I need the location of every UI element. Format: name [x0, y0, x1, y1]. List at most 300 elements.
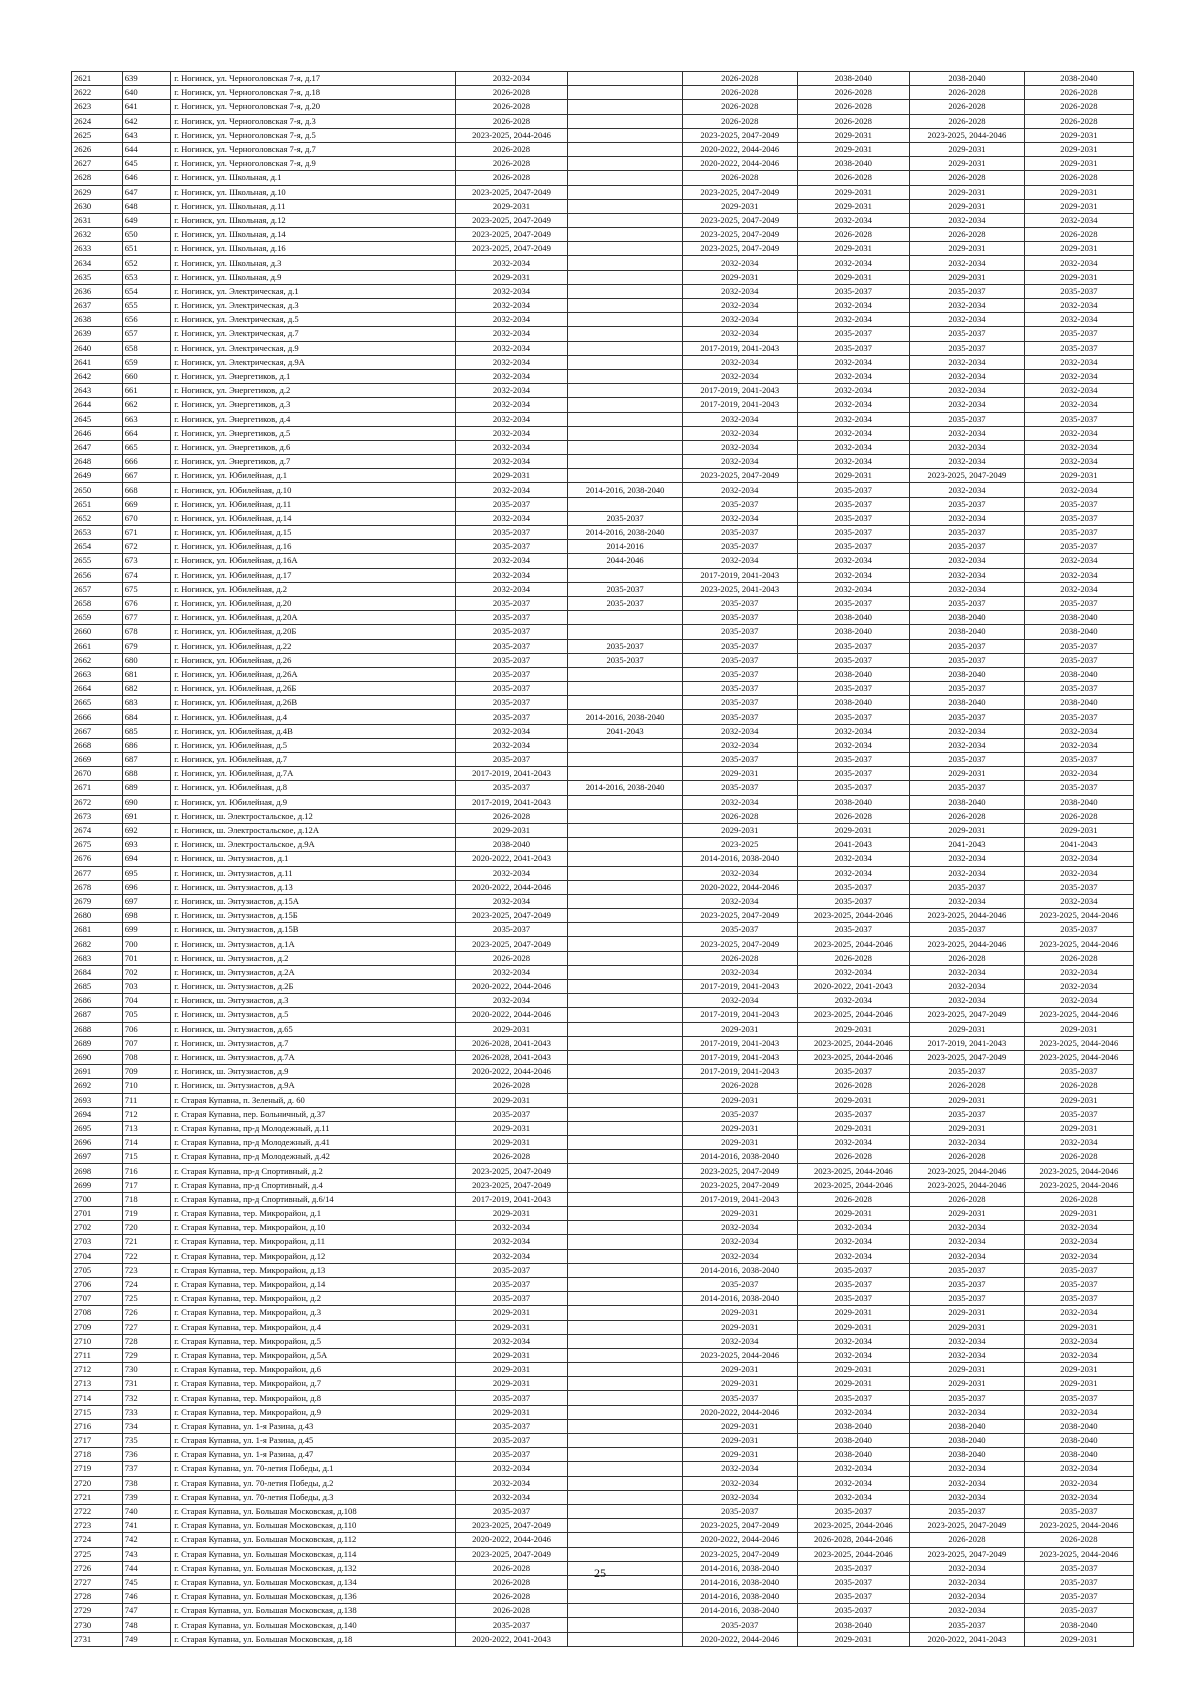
- period-cell-1: 2026-2028: [455, 100, 567, 114]
- period-cell-3: 2017-2019, 2041-2043: [682, 1036, 797, 1050]
- period-cell-6: 2032-2034: [1024, 440, 1133, 454]
- row-number-cell: 2652: [72, 511, 123, 525]
- address-cell: г. Ногинск, ул. Юбилейная, д.9: [171, 795, 456, 809]
- period-cell-3: 2029-2031: [682, 1306, 797, 1320]
- period-cell-6: 2032-2034: [1024, 1235, 1133, 1249]
- period-cell-3: 2023-2025, 2047-2049: [682, 213, 797, 227]
- period-cell-5: 2029-2031: [910, 270, 1025, 284]
- table-row: [72, 1320, 1134, 1334]
- period-cell-4: 2032-2034: [797, 965, 909, 979]
- period-cell-2: [568, 1277, 683, 1291]
- row-number-cell: 2699: [72, 1178, 123, 1192]
- row-number-cell: 2701: [72, 1207, 123, 1221]
- row-number-cell: 2703: [72, 1235, 123, 1249]
- address-cell: г. Ногинск, ул. Юбилейная, д.4В: [171, 724, 456, 738]
- item-id-cell: 666: [122, 455, 171, 469]
- row-number-cell: 2714: [72, 1391, 123, 1405]
- period-cell-1: 2023-2025, 2047-2049: [455, 937, 567, 951]
- period-cell-6: 2035-2037: [1024, 284, 1133, 298]
- item-id-cell: 646: [122, 171, 171, 185]
- period-cell-5: 2026-2028: [910, 1150, 1025, 1164]
- period-cell-6: 2029-2031: [1024, 1093, 1133, 1107]
- period-cell-4: 2032-2034: [797, 554, 909, 568]
- item-id-cell: 733: [122, 1405, 171, 1419]
- period-cell-1: 2026-2028: [455, 1079, 567, 1093]
- address-cell: г. Старая Купавна, тер. Микрорайон, д.4: [171, 1320, 456, 1334]
- address-cell: г. Старая Купавна, пер. Больничный, д.37: [171, 1107, 456, 1121]
- period-cell-4: 2038-2040: [797, 1448, 909, 1462]
- period-cell-6: 2032-2034: [1024, 1405, 1133, 1419]
- period-cell-6: 2032-2034: [1024, 1221, 1133, 1235]
- period-cell-1: 2029-2031: [455, 199, 567, 213]
- row-number-cell: 2625: [72, 128, 123, 142]
- period-cell-5: 2032-2034: [910, 440, 1025, 454]
- item-id-cell: 667: [122, 469, 171, 483]
- period-cell-5: 2032-2034: [910, 299, 1025, 313]
- item-id-cell: 722: [122, 1249, 171, 1263]
- period-cell-2: [568, 1632, 683, 1646]
- period-cell-5: 2032-2034: [910, 1348, 1025, 1362]
- period-cell-2: 2014-2016, 2038-2040: [568, 781, 683, 795]
- item-id-cell: 688: [122, 767, 171, 781]
- address-cell: г. Ногинск, ул. Электрическая, д.7: [171, 327, 456, 341]
- item-id-cell: 662: [122, 398, 171, 412]
- period-cell-3: 2017-2019, 2041-2043: [682, 341, 797, 355]
- item-id-cell: 710: [122, 1079, 171, 1093]
- period-cell-1: 2017-2019, 2041-2043: [455, 795, 567, 809]
- row-number-cell: 2719: [72, 1462, 123, 1476]
- item-id-cell: 690: [122, 795, 171, 809]
- period-cell-3: 2032-2034: [682, 994, 797, 1008]
- table-row: [72, 1207, 1134, 1221]
- period-cell-2: [568, 270, 683, 284]
- period-cell-6: 2032-2034: [1024, 426, 1133, 440]
- period-cell-2: [568, 157, 683, 171]
- table-row: [72, 455, 1134, 469]
- period-cell-5: 2023-2025, 2047-2049: [910, 1519, 1025, 1533]
- period-cell-3: 2029-2031: [682, 1419, 797, 1433]
- item-id-cell: 673: [122, 554, 171, 568]
- period-cell-6: 2035-2037: [1024, 540, 1133, 554]
- period-cell-4: 2035-2037: [797, 653, 909, 667]
- row-number-cell: 2726: [72, 1561, 123, 1575]
- period-cell-2: [568, 199, 683, 213]
- address-cell: г. Ногинск, ул. Юбилейная, д.5: [171, 738, 456, 752]
- period-cell-6: 2032-2034: [1024, 299, 1133, 313]
- table-row: [72, 540, 1134, 554]
- period-cell-6: 2029-2031: [1024, 128, 1133, 142]
- period-cell-1: 2020-2022, 2044-2046: [455, 1008, 567, 1022]
- row-number-cell: 2707: [72, 1292, 123, 1306]
- period-cell-2: [568, 1065, 683, 1079]
- period-cell-4: 2023-2025, 2044-2046: [797, 909, 909, 923]
- period-cell-6: 2032-2034: [1024, 398, 1133, 412]
- table-row: [72, 72, 1134, 86]
- period-cell-1: 2029-2031: [455, 1136, 567, 1150]
- address-cell: г. Старая Купавна, тер. Микрорайон, д.12: [171, 1249, 456, 1263]
- period-cell-3: 2035-2037: [682, 667, 797, 681]
- period-cell-2: [568, 341, 683, 355]
- period-cell-4: 2032-2034: [797, 568, 909, 582]
- item-id-cell: 715: [122, 1150, 171, 1164]
- period-cell-4: 2038-2040: [797, 611, 909, 625]
- row-number-cell: 2718: [72, 1448, 123, 1462]
- item-id-cell: 748: [122, 1618, 171, 1632]
- period-cell-3: 2020-2022, 2044-2046: [682, 1405, 797, 1419]
- address-cell: г. Ногинск, ул. Юбилейная, д.17: [171, 568, 456, 582]
- period-cell-3: 2017-2019, 2041-2043: [682, 1050, 797, 1064]
- period-cell-5: 2035-2037: [910, 1277, 1025, 1291]
- period-cell-5: 2032-2034: [910, 965, 1025, 979]
- period-cell-1: 2035-2037: [455, 696, 567, 710]
- period-cell-6: 2035-2037: [1024, 1590, 1133, 1604]
- row-number-cell: 2662: [72, 653, 123, 667]
- period-cell-4: 2032-2034: [797, 213, 909, 227]
- period-cell-5: 2035-2037: [910, 1107, 1025, 1121]
- period-cell-3: 2014-2016, 2038-2040: [682, 1150, 797, 1164]
- period-cell-4: 2035-2037: [797, 639, 909, 653]
- period-cell-4: 2023-2025, 2044-2046: [797, 1050, 909, 1064]
- item-id-cell: 731: [122, 1377, 171, 1391]
- period-cell-5: 2023-2025, 2044-2046: [910, 128, 1025, 142]
- item-id-cell: 658: [122, 341, 171, 355]
- row-number-cell: 2631: [72, 213, 123, 227]
- item-id-cell: 686: [122, 738, 171, 752]
- period-cell-3: 2026-2028: [682, 72, 797, 86]
- period-cell-3: 2029-2031: [682, 823, 797, 837]
- row-number-cell: 2642: [72, 369, 123, 383]
- schedule-table: [71, 71, 1134, 1647]
- period-cell-4: 2032-2034: [797, 852, 909, 866]
- period-cell-4: 2029-2031: [797, 823, 909, 837]
- address-cell: г. Старая Купавна, тер. Микрорайон, д.13: [171, 1263, 456, 1277]
- row-number-cell: 2679: [72, 894, 123, 908]
- table-row: [72, 1164, 1134, 1178]
- item-id-cell: 655: [122, 299, 171, 313]
- period-cell-3: 2029-2031: [682, 1377, 797, 1391]
- period-cell-3: 2020-2022, 2044-2046: [682, 880, 797, 894]
- period-cell-5: 2032-2034: [910, 1604, 1025, 1618]
- period-cell-1: 2032-2034: [455, 1462, 567, 1476]
- period-cell-6: 2029-2031: [1024, 270, 1133, 284]
- address-cell: г. Старая Купавна, ул. Большая Московская, д.108: [171, 1504, 456, 1518]
- table-row: [72, 1036, 1134, 1050]
- period-cell-6: 2041-2043: [1024, 838, 1133, 852]
- period-cell-1: 2032-2034: [455, 1221, 567, 1235]
- table-row: [72, 724, 1134, 738]
- row-number-cell: 2684: [72, 965, 123, 979]
- period-cell-3: 2014-2016, 2038-2040: [682, 1561, 797, 1575]
- period-cell-4: 2032-2034: [797, 299, 909, 313]
- address-cell: г. Ногинск, ул. Черноголовская 7-я, д.17: [171, 72, 456, 86]
- row-number-cell: 2727: [72, 1575, 123, 1589]
- row-number-cell: 2671: [72, 781, 123, 795]
- period-cell-1: 2032-2034: [455, 1490, 567, 1504]
- period-cell-4: 2026-2028: [797, 1192, 909, 1206]
- period-cell-4: 2029-2031: [797, 1632, 909, 1646]
- row-number-cell: 2690: [72, 1050, 123, 1064]
- table-row: [72, 1065, 1134, 1079]
- period-cell-3: 2029-2031: [682, 1434, 797, 1448]
- period-cell-6: 2032-2034: [1024, 894, 1133, 908]
- table-row: [72, 341, 1134, 355]
- period-cell-4: 2026-2028: [797, 228, 909, 242]
- period-cell-1: 2035-2037: [455, 653, 567, 667]
- table-row: [72, 596, 1134, 610]
- period-cell-3: 2023-2025, 2047-2049: [682, 1178, 797, 1192]
- table-row: [72, 923, 1134, 937]
- period-cell-5: 2026-2028: [910, 114, 1025, 128]
- period-cell-3: 2035-2037: [682, 625, 797, 639]
- table-row: [72, 980, 1134, 994]
- row-number-cell: 2621: [72, 72, 123, 86]
- period-cell-4: 2029-2031: [797, 199, 909, 213]
- period-cell-1: 2026-2028: [455, 142, 567, 156]
- period-cell-6: 2035-2037: [1024, 1575, 1133, 1589]
- row-number-cell: 2649: [72, 469, 123, 483]
- period-cell-5: 2038-2040: [910, 1448, 1025, 1462]
- period-cell-6: 2029-2031: [1024, 142, 1133, 156]
- period-cell-2: [568, 1320, 683, 1334]
- period-cell-2: [568, 965, 683, 979]
- period-cell-2: [568, 823, 683, 837]
- row-number-cell: 2688: [72, 1022, 123, 1036]
- period-cell-1: 2032-2034: [455, 1476, 567, 1490]
- period-cell-4: 2032-2034: [797, 1249, 909, 1263]
- period-cell-3: 2032-2034: [682, 284, 797, 298]
- address-cell: г. Ногинск, ул. Юбилейная, д.16: [171, 540, 456, 554]
- period-cell-1: 2035-2037: [455, 781, 567, 795]
- row-number-cell: 2683: [72, 951, 123, 965]
- period-cell-2: [568, 284, 683, 298]
- period-cell-1: 2032-2034: [455, 440, 567, 454]
- item-id-cell: 707: [122, 1036, 171, 1050]
- address-cell: г. Ногинск, ул. Юбилейная, д.26А: [171, 667, 456, 681]
- address-cell: г. Старая Купавна, ул. Большая Московская, д.134: [171, 1575, 456, 1589]
- item-id-cell: 717: [122, 1178, 171, 1192]
- table-row: [72, 1448, 1134, 1462]
- table-row: [72, 1419, 1134, 1433]
- period-cell-6: 2035-2037: [1024, 1504, 1133, 1518]
- period-cell-1: 2026-2028: [455, 1590, 567, 1604]
- period-cell-4: 2032-2034: [797, 384, 909, 398]
- period-cell-3: 2029-2031: [682, 199, 797, 213]
- table-row: [72, 823, 1134, 837]
- period-cell-6: 2029-2031: [1024, 1320, 1133, 1334]
- table-body: [72, 72, 1134, 1647]
- period-cell-5: 2032-2034: [910, 455, 1025, 469]
- table-row: [72, 199, 1134, 213]
- period-cell-2: [568, 398, 683, 412]
- table-row: [72, 1178, 1134, 1192]
- table-row: [72, 284, 1134, 298]
- period-cell-6: 2035-2037: [1024, 1604, 1133, 1618]
- period-cell-2: [568, 469, 683, 483]
- address-cell: г. Ногинск, ш. Энтузиастов, д.15А: [171, 894, 456, 908]
- period-cell-5: 2035-2037: [910, 753, 1025, 767]
- table-row: [72, 767, 1134, 781]
- period-cell-1: 2023-2025, 2047-2049: [455, 242, 567, 256]
- period-cell-1: 2029-2031: [455, 1377, 567, 1391]
- period-cell-2: [568, 937, 683, 951]
- address-cell: г. Ногинск, ул. Электрическая, д.9А: [171, 355, 456, 369]
- period-cell-4: 2032-2034: [797, 398, 909, 412]
- item-id-cell: 689: [122, 781, 171, 795]
- period-cell-2: [568, 667, 683, 681]
- period-cell-4: 2029-2031: [797, 1093, 909, 1107]
- period-cell-6: 2032-2034: [1024, 582, 1133, 596]
- period-cell-6: 2035-2037: [1024, 1561, 1133, 1575]
- period-cell-6: 2032-2034: [1024, 724, 1133, 738]
- row-number-cell: 2666: [72, 710, 123, 724]
- period-cell-4: 2032-2034: [797, 1221, 909, 1235]
- period-cell-1: 2035-2037: [455, 682, 567, 696]
- period-cell-6: 2035-2037: [1024, 781, 1133, 795]
- period-cell-4: 2026-2028: [797, 86, 909, 100]
- period-cell-3: 2023-2025, 2047-2049: [682, 242, 797, 256]
- period-cell-6: 2032-2034: [1024, 1334, 1133, 1348]
- period-cell-3: 2029-2031: [682, 1136, 797, 1150]
- period-cell-2: [568, 1164, 683, 1178]
- period-cell-5: 2032-2034: [910, 511, 1025, 525]
- period-cell-3: 2032-2034: [682, 965, 797, 979]
- period-cell-3: 2032-2034: [682, 1462, 797, 1476]
- table-row: [72, 469, 1134, 483]
- table-row: [72, 582, 1134, 596]
- period-cell-4: 2032-2034: [797, 1136, 909, 1150]
- period-cell-3: 2035-2037: [682, 682, 797, 696]
- table-row: [72, 1263, 1134, 1277]
- period-cell-6: 2032-2034: [1024, 1476, 1133, 1490]
- row-number-cell: 2728: [72, 1590, 123, 1604]
- row-number-cell: 2623: [72, 100, 123, 114]
- period-cell-3: 2014-2016, 2038-2040: [682, 1263, 797, 1277]
- row-number-cell: 2632: [72, 228, 123, 242]
- period-cell-6: 2035-2037: [1024, 880, 1133, 894]
- period-cell-5: 2026-2028: [910, 228, 1025, 242]
- period-cell-3: 2035-2037: [682, 497, 797, 511]
- item-id-cell: 721: [122, 1235, 171, 1249]
- item-id-cell: 678: [122, 625, 171, 639]
- period-cell-1: 2020-2022, 2044-2046: [455, 1065, 567, 1079]
- address-cell: г. Старая Купавна, тер. Микрорайон, д.10: [171, 1221, 456, 1235]
- row-number-cell: 2677: [72, 866, 123, 880]
- row-number-cell: 2628: [72, 171, 123, 185]
- period-cell-1: 2032-2034: [455, 894, 567, 908]
- period-cell-1: 2029-2031: [455, 1306, 567, 1320]
- row-number-cell: 2668: [72, 738, 123, 752]
- period-cell-3: 2032-2034: [682, 554, 797, 568]
- period-cell-2: [568, 767, 683, 781]
- period-cell-1: 2023-2025, 2047-2049: [455, 1519, 567, 1533]
- period-cell-1: 2023-2025, 2047-2049: [455, 1178, 567, 1192]
- row-number-cell: 2670: [72, 767, 123, 781]
- table-row: [72, 738, 1134, 752]
- table-row: [72, 880, 1134, 894]
- row-number-cell: 2658: [72, 596, 123, 610]
- period-cell-4: 2035-2037: [797, 1292, 909, 1306]
- period-cell-5: 2035-2037: [910, 1504, 1025, 1518]
- period-cell-1: 2032-2034: [455, 384, 567, 398]
- item-id-cell: 745: [122, 1575, 171, 1589]
- period-cell-5: 2029-2031: [910, 1363, 1025, 1377]
- period-cell-4: 2035-2037: [797, 497, 909, 511]
- period-cell-2: [568, 313, 683, 327]
- period-cell-5: 2032-2034: [910, 256, 1025, 270]
- period-cell-4: 2032-2034: [797, 582, 909, 596]
- item-id-cell: 648: [122, 199, 171, 213]
- item-id-cell: 692: [122, 823, 171, 837]
- row-number-cell: 2663: [72, 667, 123, 681]
- period-cell-4: 2032-2034: [797, 994, 909, 1008]
- period-cell-1: 2023-2025, 2047-2049: [455, 909, 567, 923]
- period-cell-3: 2017-2019, 2041-2043: [682, 384, 797, 398]
- address-cell: г. Ногинск, ш. Электростальское, д.12: [171, 809, 456, 823]
- period-cell-3: 2017-2019, 2041-2043: [682, 1192, 797, 1206]
- period-cell-5: 2029-2031: [910, 1022, 1025, 1036]
- period-cell-1: 2032-2034: [455, 1249, 567, 1263]
- address-cell: г. Ногинск, ул. Юбилейная, д.14: [171, 511, 456, 525]
- period-cell-1: 2026-2028: [455, 114, 567, 128]
- period-cell-3: 2032-2034: [682, 738, 797, 752]
- period-cell-1: 2029-2031: [455, 270, 567, 284]
- period-cell-4: 2029-2031: [797, 1377, 909, 1391]
- table-row: [72, 369, 1134, 383]
- table-row: [72, 1079, 1134, 1093]
- address-cell: г. Старая Купавна, пр-д Спортивный, д.6/14: [171, 1192, 456, 1206]
- period-cell-4: 2035-2037: [797, 341, 909, 355]
- period-cell-6: 2035-2037: [1024, 327, 1133, 341]
- table-row: [72, 398, 1134, 412]
- period-cell-1: 2026-2028: [455, 951, 567, 965]
- address-cell: г. Старая Купавна, ул. 1-я Разина, д.43: [171, 1419, 456, 1433]
- period-cell-1: 2032-2034: [455, 568, 567, 582]
- address-cell: г. Ногинск, ул. Школьная, д.12: [171, 213, 456, 227]
- period-cell-3: 2023-2025, 2047-2049: [682, 469, 797, 483]
- period-cell-6: 2035-2037: [1024, 596, 1133, 610]
- address-cell: г. Ногинск, ул. Юбилейная, д.7А: [171, 767, 456, 781]
- row-number-cell: 2711: [72, 1348, 123, 1362]
- address-cell: г. Старая Купавна, ул. Большая Московская, д.132: [171, 1561, 456, 1575]
- row-number-cell: 2664: [72, 682, 123, 696]
- period-cell-2: [568, 455, 683, 469]
- period-cell-3: 2032-2034: [682, 455, 797, 469]
- period-cell-6: 2029-2031: [1024, 157, 1133, 171]
- table-row: [72, 994, 1134, 1008]
- item-id-cell: 727: [122, 1320, 171, 1334]
- period-cell-1: 2035-2037: [455, 639, 567, 653]
- period-cell-6: 2023-2025, 2044-2046: [1024, 937, 1133, 951]
- period-cell-4: 2035-2037: [797, 1590, 909, 1604]
- period-cell-2: [568, 1008, 683, 1022]
- table-row: [72, 653, 1134, 667]
- period-cell-4: 2023-2025, 2044-2046: [797, 1008, 909, 1022]
- row-number-cell: 2681: [72, 923, 123, 937]
- period-cell-3: 2035-2037: [682, 1107, 797, 1121]
- address-cell: г. Ногинск, ул. Юбилейная, д.11: [171, 497, 456, 511]
- period-cell-1: 2035-2037: [455, 923, 567, 937]
- address-cell: г. Старая Купавна, ул. Большая Московская, д.140: [171, 1618, 456, 1632]
- period-cell-2: 2035-2037: [568, 511, 683, 525]
- period-cell-6: 2032-2034: [1024, 355, 1133, 369]
- row-number-cell: 2626: [72, 142, 123, 156]
- period-cell-1: 2023-2025, 2047-2049: [455, 213, 567, 227]
- period-cell-6: 2029-2031: [1024, 469, 1133, 483]
- row-number-cell: 2716: [72, 1419, 123, 1433]
- item-id-cell: 725: [122, 1292, 171, 1306]
- address-cell: г. Ногинск, ш. Энтузиастов, д.15Б: [171, 909, 456, 923]
- table-row: [72, 639, 1134, 653]
